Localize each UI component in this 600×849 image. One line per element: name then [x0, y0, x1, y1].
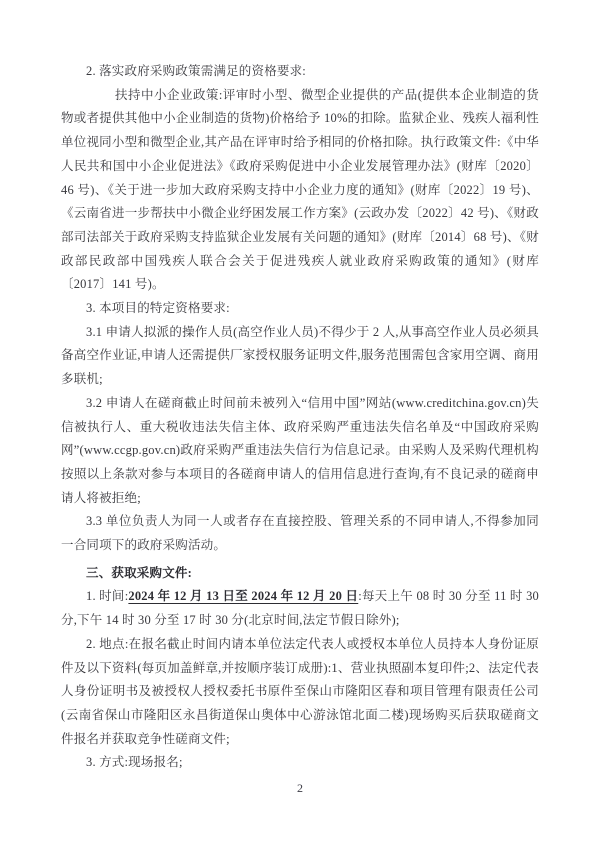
clause-2-heading: 2. 落实政府采购政策需满足的资格要求:	[86, 64, 306, 78]
clause-3-1-paragraph: 3.1 申请人拟派的操作人员(高空作业人员)不得少于 2 人,从事高空作业人员必须具备高空作业证,申请人还需提供厂家授权服务证明文件,服务范围需包含家用空调、商用多联机;	[61, 324, 539, 387]
time-details: :每天上午 08 时 30 分至 11 时 30 分,下午 14 时 30 分至 17 时 30 分(北京时间,法定节假日除外);	[61, 589, 539, 628]
clause-3-3-paragraph: 3.3 单位负责人为同一人或者存在直接控股、管理关系的不同申请人,不得参加同一合同项下的政府采购活动。	[61, 514, 539, 553]
time-label: 1. 时间:	[86, 589, 129, 604]
clause-3-heading: 3. 本项目的特定资格要求:	[86, 301, 230, 316]
location-paragraph: 2. 地点:在报名截止时间内请本单位法定代表人或授权本单位人员持本人身份证原件及以下资料(每页加盖鲜章,并按顺序装订成册):1、营业执照副本复印件;2、法定代表人身份证明书及被授权人授权委托书原件至保山市隆阳区春和项目管理有限责任公司(云南省保山市隆阳区永昌街道保山奥体中心游泳馆北面二楼)现场购买后获取磋商文件报名并获取竞争性磋商文件;	[61, 636, 539, 746]
document-body	[61, 60, 539, 775]
time-paragraph	[61, 585, 539, 632]
clause-3-2-paragraph: 3.2 申请人在磋商截止时间前未被列入“信用中国”网站(www.creditchina.gov.cn)失信被执行人、重大税收违法失信主体、政府采购严重违法失信名单及“中国政府采购网”(www.ccgp.gov.cn)政府采购严重违法失信行为信息记录。由采购人及采购代理机构按照以上条款对参与本项目的各磋商申请人的信用信息进行查询,有不良记录的磋商申请人将被拒绝;	[61, 395, 539, 505]
method-paragraph: 3. 方式:现场报名;	[86, 755, 183, 770]
time-date-range: 2024 年 12 月 13 日至 2024 年 12 月 20 日	[128, 589, 359, 604]
section-3-heading: 三、获取采购文件:	[86, 565, 192, 580]
sme-policy-paragraph: 扶持中小企业政策:评审时小型、微型企业提供的产品(提供本企业制造的货物或者提供其他中小企业制造的货物)价格给予 10%的扣除。监狱企业、残疾人福利性单位视同小型和微型企业,其产品在评审时给予相同的价格扣除。执行政策文件:《中华人民共和国中小企业促进法》《政府采购促进中小企业发展管理办法》(财库〔2020〕46 号)、《关于进一步加大政府采购支持中小企业力度的通知》(财库〔2022〕19 号)、《云南省进一步帮扶中小微企业纾困发展工作方案》(云政办发〔2022〕42 号)、《财政部司法部关于政府采购支持监狱企业发展有关问题的通知》(财库〔2014〕68 号)、《财政部民政部中国残疾人联合会关于促进残疾人就业政府采购政策的通知》(财库〔2017〕141 号)。	[61, 87, 539, 292]
page-number: 2	[297, 781, 303, 795]
